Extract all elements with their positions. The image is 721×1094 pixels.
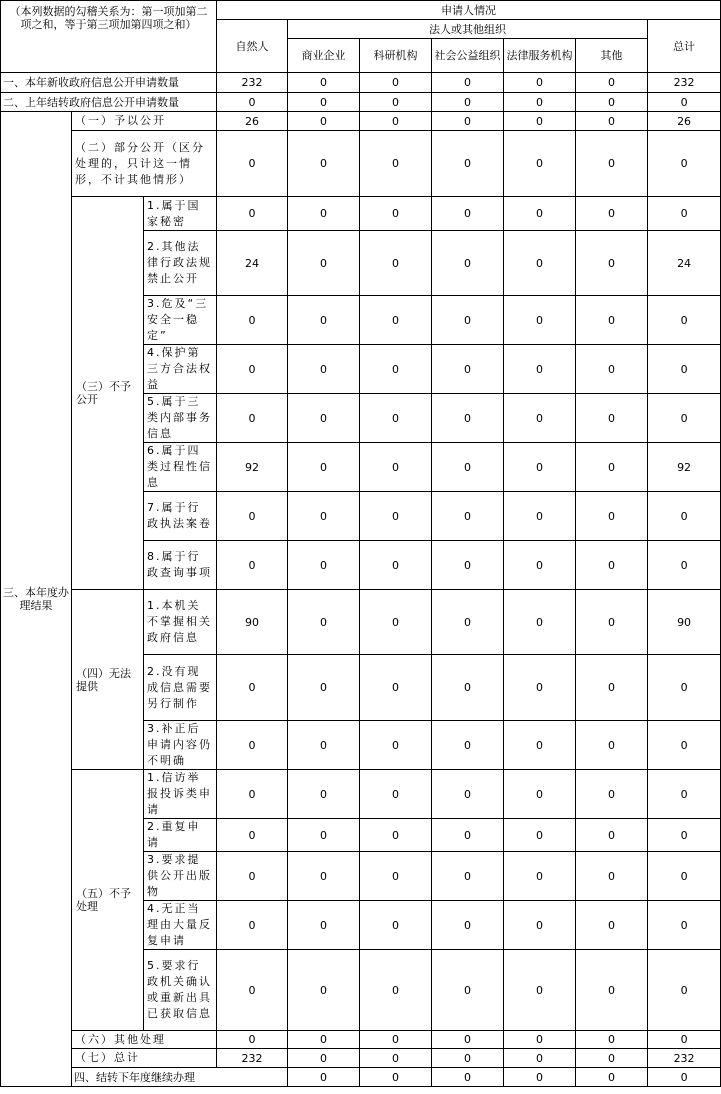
cell-value: 0: [576, 1031, 648, 1049]
cell-value: 0: [576, 492, 648, 541]
row-label: 3.补正后申请内容仍不明确: [144, 721, 217, 770]
cell-value: 0: [360, 73, 432, 93]
cell-value: 0: [360, 770, 432, 819]
total-header: 总计: [648, 20, 721, 73]
cell-value: 0: [288, 93, 360, 112]
cell-value: 0: [360, 819, 432, 852]
cell-value: 0: [432, 852, 504, 901]
row-label: 5.属于三类内部事务信息: [144, 394, 217, 443]
cell-value: 0: [504, 345, 576, 394]
cell-value: 0: [648, 1068, 721, 1087]
cell-value: 0: [576, 1068, 648, 1087]
cell-value: 0: [432, 394, 504, 443]
cell-value: 0: [432, 721, 504, 770]
cell-value: 0: [288, 1049, 360, 1068]
cell-value: 0: [360, 721, 432, 770]
table-row: [1, 1049, 721, 1068]
cell-value: 0: [288, 901, 360, 950]
cell-value: 0: [504, 112, 576, 131]
row-label: 1.信访举报投诉类申请: [144, 770, 217, 819]
cell-value: 26: [217, 112, 288, 131]
cell-value: 0: [576, 950, 648, 1031]
table-row: [1, 112, 721, 131]
cell-value: 92: [217, 443, 288, 492]
cell-value: 0: [504, 1068, 576, 1087]
cell-value: 0: [288, 492, 360, 541]
cell-value: 90: [648, 590, 721, 655]
cell-value: 0: [288, 345, 360, 394]
cell-value: 0: [504, 819, 576, 852]
cell-value: 0: [504, 852, 576, 901]
cell-value: 0: [432, 231, 504, 296]
cell-value: 0: [576, 819, 648, 852]
cell-value: 0: [648, 541, 721, 590]
cell-value: 0: [576, 345, 648, 394]
cell-value: 0: [360, 541, 432, 590]
table-row: [1, 770, 721, 819]
cell-value: 0: [217, 197, 288, 231]
cell-value: 0: [288, 590, 360, 655]
table-row: [1, 1031, 721, 1049]
cell-value: 0: [432, 541, 504, 590]
cell-value: 0: [360, 1068, 432, 1087]
cell-value: 232: [217, 73, 288, 93]
cell-value: 0: [360, 345, 432, 394]
cell-value: 90: [217, 590, 288, 655]
table-row: [1, 1068, 721, 1087]
row-label: 2.没有现成信息需要另行制作: [144, 655, 217, 721]
cell-value: 0: [648, 655, 721, 721]
cell-value: 0: [288, 1031, 360, 1049]
cell-value: 0: [504, 901, 576, 950]
cell-value: 0: [648, 492, 721, 541]
cell-value: 0: [217, 819, 288, 852]
cell-value: 0: [576, 852, 648, 901]
cell-value: 0: [360, 296, 432, 345]
cell-value: 0: [432, 492, 504, 541]
cell-value: 0: [576, 655, 648, 721]
cell-value: 0: [288, 131, 360, 197]
cell-value: 0: [432, 590, 504, 655]
group-label: （五）不予处理: [72, 770, 144, 1031]
cell-value: 232: [648, 73, 721, 93]
cell-value: 0: [360, 1031, 432, 1049]
cell-value: 0: [217, 131, 288, 197]
cell-value: 0: [576, 197, 648, 231]
row-label: （六）其他处理: [72, 1031, 217, 1049]
cell-value: 0: [360, 655, 432, 721]
group-label: （四）无法提供: [72, 590, 144, 770]
cell-value: 0: [432, 901, 504, 950]
cell-value: 0: [504, 770, 576, 819]
section-3-label: 三、本年度办理结果: [1, 112, 72, 1087]
cell-value: 0: [217, 93, 288, 112]
cell-value: 26: [648, 112, 721, 131]
cell-value: 0: [217, 296, 288, 345]
cell-value: 0: [360, 901, 432, 950]
cell-value: 0: [576, 1049, 648, 1068]
cell-value: 0: [648, 901, 721, 950]
cell-value: 0: [360, 197, 432, 231]
cell-value: 0: [648, 1031, 721, 1049]
cell-value: 0: [217, 852, 288, 901]
cell-value: 0: [576, 541, 648, 590]
row-label: 4.保护第三方合法权益: [144, 345, 217, 394]
cell-value: 0: [217, 345, 288, 394]
cell-value: 0: [648, 93, 721, 112]
cell-value: 0: [217, 1031, 288, 1049]
cell-value: 0: [504, 443, 576, 492]
cell-value: 0: [648, 345, 721, 394]
row-label: 6.属于四类过程性信息: [144, 443, 217, 492]
cell-value: 0: [432, 819, 504, 852]
cell-value: 0: [217, 492, 288, 541]
cell-value: 0: [504, 1031, 576, 1049]
cell-value: 0: [504, 590, 576, 655]
cell-value: 0: [217, 770, 288, 819]
row-label: 7.属于行政执法案卷: [144, 492, 217, 541]
cell-value: 0: [648, 296, 721, 345]
cell-value: 0: [432, 443, 504, 492]
cell-value: 24: [648, 231, 721, 296]
cell-value: 0: [360, 590, 432, 655]
cell-value: 0: [504, 231, 576, 296]
cell-value: 0: [648, 197, 721, 231]
cell-value: 24: [217, 231, 288, 296]
row-label: 二、上年结转政府信息公开申请数量: [1, 93, 217, 112]
cell-value: 0: [360, 93, 432, 112]
row-label: 1.本机关不掌握相关政府信息: [144, 590, 217, 655]
cell-value: 232: [217, 1049, 288, 1068]
row-label: 3.危及“三安全一稳定”: [144, 296, 217, 345]
cell-value: 0: [504, 93, 576, 112]
row-label: （一）予以公开: [72, 112, 217, 131]
table-row: [1, 131, 721, 197]
cell-value: 0: [648, 721, 721, 770]
cell-value: 0: [648, 394, 721, 443]
cell-value: 0: [217, 655, 288, 721]
cell-value: 0: [432, 73, 504, 93]
cell-value: 0: [576, 231, 648, 296]
cell-value: 0: [576, 93, 648, 112]
corner-note: （本列数据的勾稽关系为：第一项加第二项之和，等于第三项加第四项之和）: [1, 1, 217, 73]
cell-value: 0: [360, 1049, 432, 1068]
cell-value: 0: [288, 1068, 360, 1087]
cell-value: 0: [504, 73, 576, 93]
cell-value: 0: [648, 950, 721, 1031]
applicant-header: 申请人情况: [217, 1, 721, 20]
cell-value: 0: [648, 852, 721, 901]
row-label: 1.属于国家秘密: [144, 197, 217, 231]
cell-value: 0: [576, 394, 648, 443]
row-label: 5.要求行政机关确认或重新出具已获取信息: [144, 950, 217, 1031]
cell-value: 0: [432, 770, 504, 819]
cell-value: 0: [504, 1049, 576, 1068]
cell-value: 0: [504, 197, 576, 231]
cell-value: 0: [288, 852, 360, 901]
cell-value: 0: [504, 296, 576, 345]
cell-value: 0: [288, 112, 360, 131]
cell-value: 0: [288, 231, 360, 296]
cell-value: 0: [360, 394, 432, 443]
table-row: [1, 590, 721, 655]
cell-value: 0: [504, 394, 576, 443]
cell-value: 0: [576, 131, 648, 197]
cell-value: 0: [576, 590, 648, 655]
cell-value: 0: [288, 770, 360, 819]
cell-value: 0: [576, 112, 648, 131]
cell-value: 0: [432, 950, 504, 1031]
cell-value: 0: [576, 296, 648, 345]
cell-value: 0: [648, 131, 721, 197]
cell-value: 0: [432, 197, 504, 231]
cell-value: 0: [432, 1068, 504, 1087]
cell-value: 0: [432, 112, 504, 131]
cell-value: 0: [360, 852, 432, 901]
cell-value: 0: [576, 443, 648, 492]
cell-value: 0: [576, 721, 648, 770]
cell-value: 0: [432, 1049, 504, 1068]
cell-value: 0: [217, 394, 288, 443]
cell-value: 0: [504, 721, 576, 770]
row-label: （七）总计: [72, 1049, 217, 1068]
table-row: [1, 93, 721, 112]
other-header: 其他: [576, 39, 648, 73]
commercial-header: 商业企业: [288, 39, 360, 73]
cell-value: 0: [432, 296, 504, 345]
cell-value: 0: [504, 950, 576, 1031]
cell-value: 0: [504, 492, 576, 541]
row-label: 3.要求提供公开出版物: [144, 852, 217, 901]
cell-value: 0: [217, 541, 288, 590]
row-label: 四、结转下年度继续办理: [72, 1068, 288, 1087]
cell-value: 0: [504, 541, 576, 590]
cell-value: 0: [576, 770, 648, 819]
cell-value: 0: [217, 901, 288, 950]
cell-value: 0: [360, 131, 432, 197]
cell-value: 0: [432, 131, 504, 197]
cell-value: 0: [432, 655, 504, 721]
cell-value: 0: [576, 73, 648, 93]
cell-value: 0: [432, 345, 504, 394]
cell-value: 0: [360, 231, 432, 296]
row-label: （二）部分公开（区分处理的，只计这一情形，不计其他情形）: [72, 131, 217, 197]
row-label: 2.重复申请: [144, 819, 217, 852]
table-row: [1, 197, 721, 231]
cell-value: 0: [648, 819, 721, 852]
row-label: 2.其他法律行政法规禁止公开: [144, 231, 217, 296]
cell-value: 0: [288, 443, 360, 492]
cell-value: 0: [360, 492, 432, 541]
cell-value: 0: [288, 721, 360, 770]
cell-value: 0: [504, 131, 576, 197]
cell-value: 0: [576, 901, 648, 950]
cell-value: 0: [217, 721, 288, 770]
research-header: 科研机构: [360, 39, 432, 73]
cell-value: 0: [360, 112, 432, 131]
natural-person-header: 自然人: [217, 20, 288, 73]
cell-value: 0: [288, 197, 360, 231]
social-header: 社会公益组织: [432, 39, 504, 73]
cell-value: 0: [432, 1031, 504, 1049]
org-group-header: 法人或其他组织: [288, 20, 648, 39]
legal-header: 法律服务机构: [504, 39, 576, 73]
cell-value: 0: [432, 93, 504, 112]
cell-value: 0: [288, 541, 360, 590]
row-label: 4.无正当理由大量反复申请: [144, 901, 217, 950]
cell-value: 0: [648, 770, 721, 819]
row-label: 一、本年新收政府信息公开申请数量: [1, 73, 217, 93]
cell-value: 0: [217, 950, 288, 1031]
cell-value: 0: [288, 73, 360, 93]
cell-value: 232: [648, 1049, 721, 1068]
cell-value: 0: [288, 296, 360, 345]
row-label: 8.属于行政查询事项: [144, 541, 217, 590]
cell-value: 0: [288, 394, 360, 443]
cell-value: 0: [504, 655, 576, 721]
group-label: （三）不予公开: [72, 197, 144, 590]
cell-value: 0: [288, 655, 360, 721]
cell-value: 92: [648, 443, 721, 492]
cell-value: 0: [360, 443, 432, 492]
cell-value: 0: [288, 950, 360, 1031]
cell-value: 0: [360, 950, 432, 1031]
table-row: [1, 73, 721, 93]
cell-value: 0: [288, 819, 360, 852]
